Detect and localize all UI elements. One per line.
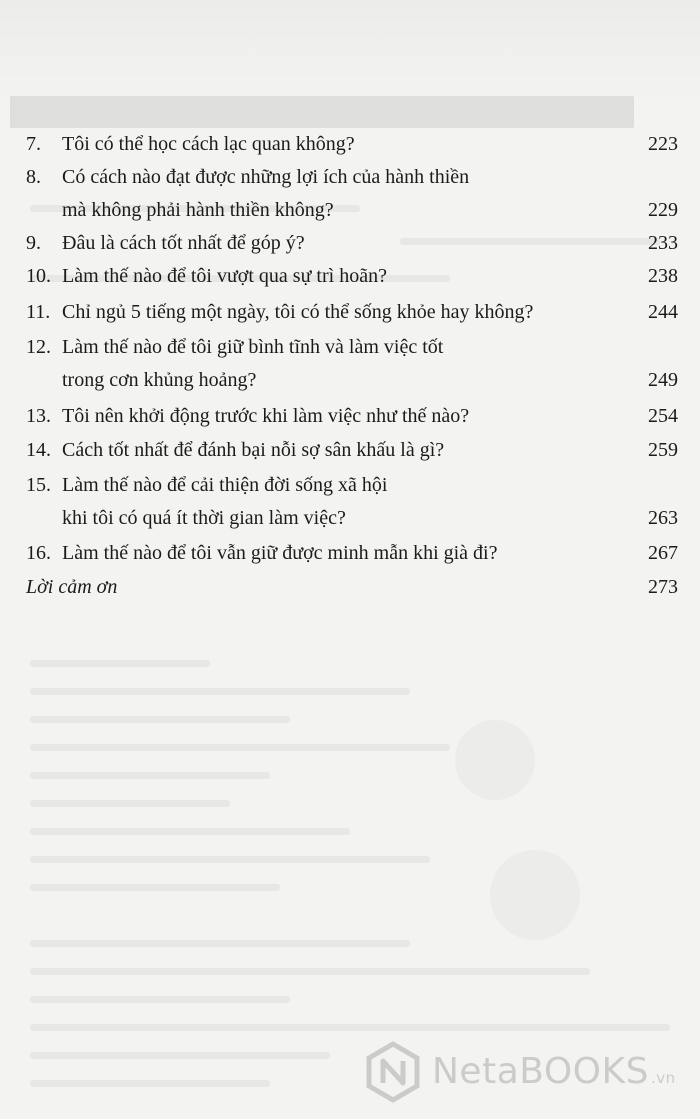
toc-entry-number: 10. <box>26 265 51 287</box>
bleed-through-line <box>30 828 350 835</box>
toc-entry-page: 254 <box>648 405 678 427</box>
bleed-through-line <box>30 660 210 667</box>
toc-entry-title-continued: khi tôi có quá ít thời gian làm việc? <box>62 507 346 529</box>
bleed-through-line <box>30 996 290 1003</box>
bleed-through-line <box>30 688 410 695</box>
watermark-brand-name: NetaBOOKS <box>432 1051 649 1092</box>
toc-entry-title: Làm thế nào để cải thiện đời sống xã hội <box>62 474 388 496</box>
toc-entry-page: 223 <box>648 133 678 155</box>
toc-entry-number: 13. <box>26 405 51 427</box>
toc-entry-title: Cách tốt nhất để đánh bại nỗi sợ sân khấu là gì? <box>62 439 445 461</box>
watermark-brand <box>432 1051 676 1092</box>
toc-acknowledgements-label: Lời cảm ơn <box>26 576 118 598</box>
bleed-through-line <box>30 856 430 863</box>
toc-entry-title: Làm thế nào để tôi vẫn giữ được minh mẫn khi già đi? <box>62 542 498 564</box>
page-top-shadow <box>0 0 700 100</box>
toc-entry-page: 238 <box>648 265 678 287</box>
bleed-through-line <box>30 884 280 891</box>
toc-entry-page: 249 <box>648 369 678 391</box>
toc-entry-page: 244 <box>648 301 678 323</box>
bleed-through-line <box>30 1024 670 1031</box>
toc-entry-page: 259 <box>648 439 678 461</box>
bleed-through-band <box>10 96 634 128</box>
watermark <box>362 1041 682 1107</box>
toc-entry-title: Tôi có thể học cách lạc quan không? <box>62 133 355 155</box>
bleed-through-mark <box>455 720 535 800</box>
toc-entry-title-continued: mà không phải hành thiền không? <box>62 199 334 221</box>
toc-entry-number: 7. <box>26 133 41 155</box>
toc-entry-title: Làm thế nào để tôi vượt qua sự trì hoãn? <box>62 265 387 287</box>
bleed-through-line <box>400 238 660 245</box>
toc-entry-number: 15. <box>26 474 51 496</box>
toc-entry-number: 9. <box>26 232 41 254</box>
bleed-through-line <box>30 940 410 947</box>
bleed-through-line <box>30 1052 330 1059</box>
toc-entry-number: 14. <box>26 439 51 461</box>
toc-entry-title: Tôi nên khởi động trước khi làm việc như thế nào? <box>62 405 470 427</box>
netabooks-logo-icon <box>362 1041 424 1103</box>
toc-entry-number: 8. <box>26 166 41 188</box>
watermark-brand-suffix: .vn <box>650 1069 676 1087</box>
toc-entry-title: Chỉ ngủ 5 tiếng một ngày, tôi có thể sống khỏe hay không? <box>62 301 534 323</box>
toc-entry-page: 273 <box>648 576 678 598</box>
toc-entry-page: 263 <box>648 507 678 529</box>
toc-entry-number: 16. <box>26 542 51 564</box>
toc-entry-page: 267 <box>648 542 678 564</box>
toc-entry-title: Có cách nào đạt được những lợi ích của hành thiền <box>62 166 470 188</box>
toc-entry-title: Đâu là cách tốt nhất để góp ý? <box>62 232 305 254</box>
toc-entry-title: Làm thế nào để tôi giữ bình tĩnh và làm việc tốt <box>62 336 444 358</box>
toc-entry-title-continued: trong cơn khủng hoảng? <box>62 369 257 391</box>
bleed-through-line <box>30 1080 270 1087</box>
bleed-through-line <box>30 744 450 751</box>
bleed-through-line <box>30 772 270 779</box>
toc-entry-page: 229 <box>648 199 678 221</box>
bleed-through-line <box>30 716 290 723</box>
bleed-through-mark <box>490 850 580 940</box>
bleed-through-line <box>30 800 230 807</box>
toc-entry-number: 12. <box>26 336 51 358</box>
toc-entry-page: 233 <box>648 232 678 254</box>
toc-entry-number: 11. <box>26 301 51 323</box>
bleed-through-line <box>30 968 590 975</box>
